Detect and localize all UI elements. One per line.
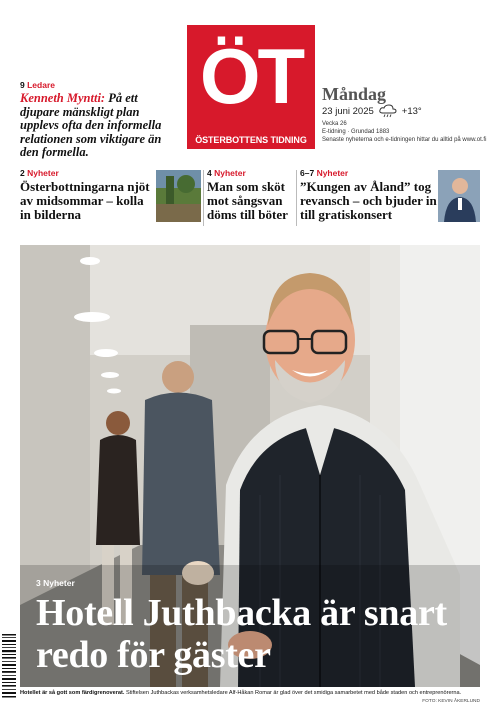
logo-text: ÖT <box>199 32 303 120</box>
hero-tag: 3 Nyheter <box>36 578 75 588</box>
news-note: Senaste nyheterna och e-tidningen hittar du alltid på www.ot.fi <box>322 137 487 143</box>
kungen-photo <box>438 170 480 222</box>
photo-credit: FOTO: KEVIN ÅKERLUND <box>422 699 480 704</box>
teaser-kungen[interactable]: 6–7 Nyheter ”Kungen av Åland” tog revansch – och bjuder in till gratiskonsert <box>300 168 440 222</box>
teaser-divider <box>203 170 204 226</box>
cloud-rain-icon <box>378 104 398 118</box>
barcode-icon <box>0 632 18 702</box>
teaser-sangsvan[interactable]: 4 Nyheter Man som sköt mot sångsvan döms till böter <box>207 168 299 222</box>
masthead-logo[interactable] <box>187 25 315 149</box>
temperature: +13° <box>401 105 422 117</box>
teaser-headline: ”Kungen av Åland” tog revansch – och bjuder in till gratiskonsert <box>300 179 437 222</box>
teaser-row <box>20 168 480 230</box>
teaser-headline: Österbottningarna njöt av midsommar – kolla in bilderna <box>20 179 150 222</box>
logo-subtitle: ÖSTERBOTTENS TIDNING <box>195 135 307 145</box>
midsommar-photo <box>156 170 201 222</box>
teaser-midsommar[interactable]: 2 Nyheter Österbottningarna njöt av midsommar – kolla in bilderna <box>20 168 152 222</box>
photo-caption: Hotellet är så gott som färdigrenoverat. Stiftelsen Juthbackas verksamhetsledare Alf-Håkan Romar är glad över det smidiga samarbetet med både staden och entreprenörerna. <box>20 690 462 696</box>
week-number: Vecka 26 <box>322 121 347 127</box>
edition-info: E-tidning · Grundad 1883 <box>322 129 390 135</box>
teaser-headline: Man som sköt mot sångsvan döms till böter <box>207 179 288 222</box>
weekday: Måndag <box>322 84 387 104</box>
date-row <box>322 104 422 118</box>
leader-tag: 9 Ledare <box>20 80 55 90</box>
issue-date: 23 juni 2025 <box>322 105 374 117</box>
leader-text: På ett djupare mänskligt plan upplevs ofta den informella relationen som viktigare än den formella. <box>20 91 162 159</box>
leader-author: Kenneth Myntti: <box>20 91 106 105</box>
hero-headline[interactable]: Hotell Juthbacka är snart redo för gäster <box>36 592 447 676</box>
teaser-divider <box>296 170 297 226</box>
leader-teaser[interactable] <box>20 92 180 160</box>
